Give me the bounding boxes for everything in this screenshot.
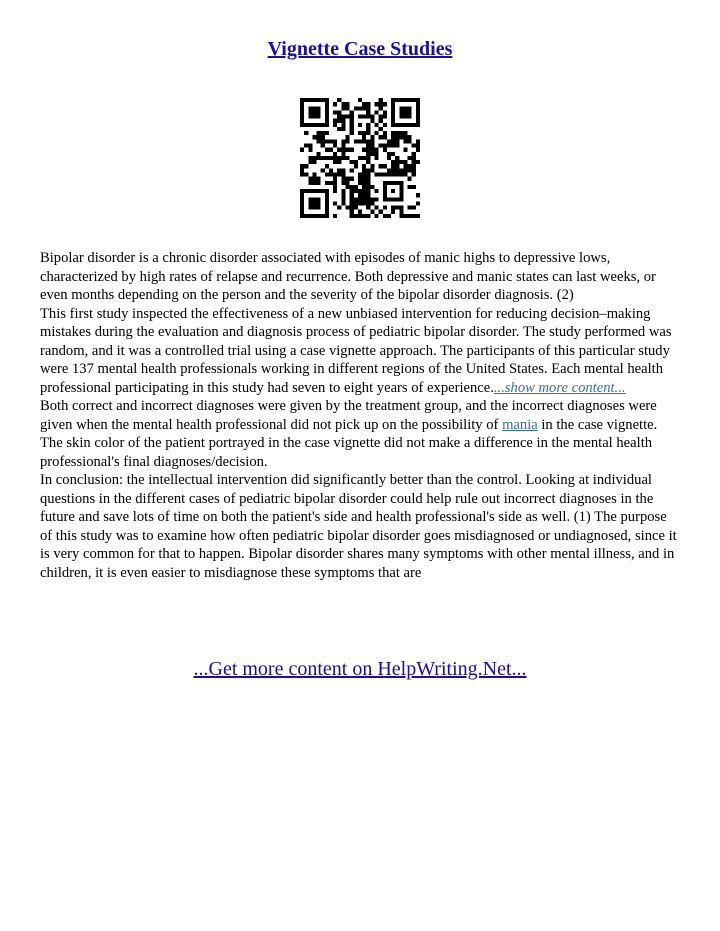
paragraph-2-text: This first study inspected the effectiveness of a new unbiased intervention for reducing decision–making mistakes during the evaluation and diagnosis process of pediatric bipolar disorder. The study performed was random, and it was a controlled trial using a case vignette approach. The participants of this particular study were 137 mental health professionals working in different regions of the United States. Each mental health professional participating in this study had seven to eight years of experience. [40,305,672,396]
paragraph-1: Bipolar disorder is a chronic disorder associated with episodes of manic highs to depressive lows, characterized by high rates of relapse and recurrence. Both depressive and manic states can last weeks, or even months depending on the person and the severity of the bipolar disorder diagnosis. (2) [40,250,656,303]
article-body [40,249,682,582]
qr-code-icon [300,98,420,218]
mania-link[interactable]: mania [502,416,538,433]
get-more-content-link[interactable]: ...Get more content on HelpWriting.Net... [193,658,527,680]
footer [0,658,720,681]
show-more-link[interactable]: ...show more content... [493,379,626,396]
paragraph-2 [40,305,682,398]
paragraph-3-text-before: Both correct and incorrect diagnoses were given by the treatment group, and the incorrect diagnoses were given when the mental health professional did not pick up on the possibility of [40,398,657,433]
paragraph-3-text-after: in the case vignette. The skin color of the patient portrayed in the case vignette did not make a difference in the mental health professional's final diagnoses/decision. [40,416,658,470]
page-title [0,38,720,61]
paragraph-4: In conclusion: the intellectual intervention did significantly better than the control. Looking at individual questions in the different cases of pediatric bipolar disorder could help rule out incorrect diagnoses in the future and save lots of time on both the patient's side and health professional's side as well. (1) The purpose of this study was to examine how often pediatric bipolar disorder goes misdiagnosed or undiagnosed, since it is very common for that to happen. Bipolar disorder shares many symptoms with other mental illness, and in children, it is even easier to misdiagnose these symptoms that are [40,472,677,581]
paragraph-3 [40,397,682,471]
title-link[interactable]: Vignette Case Studies [267,38,453,60]
